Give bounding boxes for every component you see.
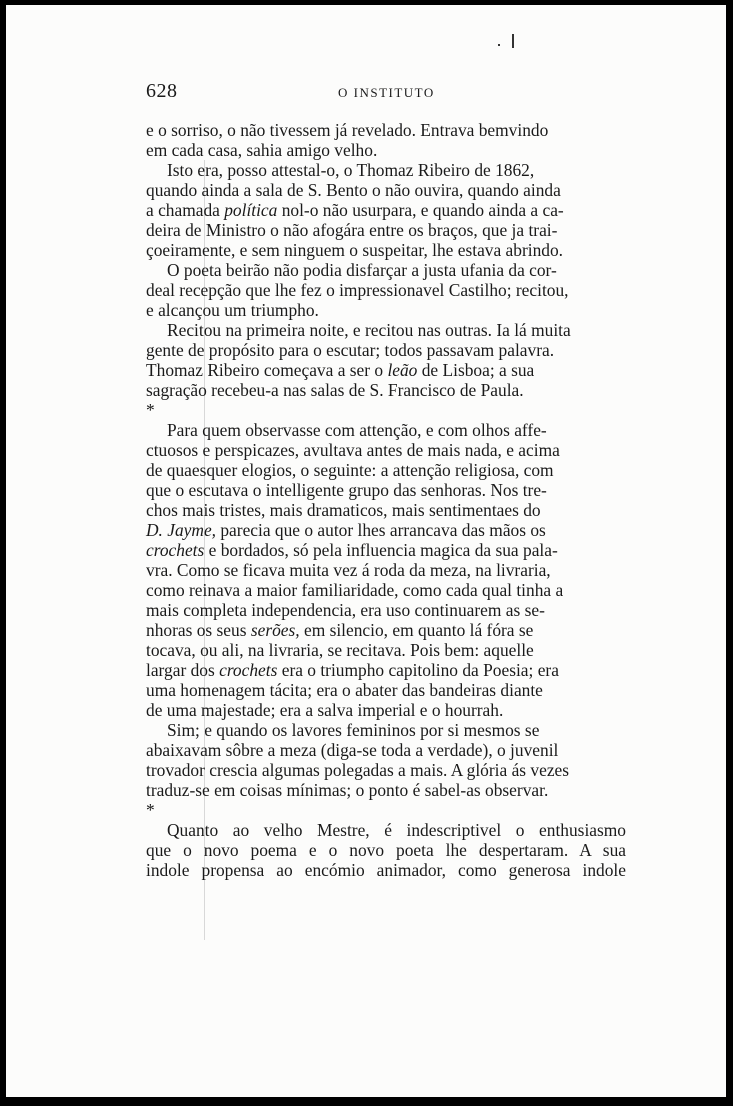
text-line: abaixavam sôbre a meza (diga-se toda a verdade), o juvenil: [146, 740, 559, 760]
text-line: chos mais tristes, mais dramaticos, mais sentimentaes do: [146, 500, 541, 520]
paragraph: [146, 720, 626, 800]
text-line: Quanto ao velho Mestre, é indescriptivel o enthusiasmo: [167, 820, 626, 840]
text-line: Recitou na primeira noite, e recitou nas outras. Ia lá muita: [167, 320, 571, 340]
text-line: Para quem observasse com attenção, e com olhos affe-: [167, 420, 547, 440]
paragraph: [146, 820, 626, 880]
text-line: Thomaz Ribeiro começava a ser o leão de Lisboa; a sua: [146, 360, 535, 380]
text-line: mais completa independencia, era uso continuarem as se-: [146, 600, 545, 620]
paragraph: [146, 160, 626, 260]
paragraph: [146, 420, 626, 720]
text-line: çoeiramente, e sem ninguem o suspeitar, lhe estava abrindo.: [146, 240, 564, 260]
text-line: em cada casa, sahia amigo velho.: [146, 140, 378, 160]
section-separator: *: [146, 800, 155, 820]
page-number: 628: [146, 80, 178, 102]
text-line: D. Jayme, parecia que o autor lhes arrancava das mãos os: [146, 520, 546, 540]
text-line: de quaesquer elogios, o seguinte: a attenção religiosa, com: [146, 460, 554, 480]
text-line: como reinava a maior familiaridade, como cada qual tinha a: [146, 580, 564, 600]
text-line: sagração recebeu-a nas salas de S. Francisco de Paula.: [146, 380, 524, 400]
text-line: gente de propósito para o escutar; todos passavam palavra.: [146, 340, 555, 360]
paragraph: [146, 320, 626, 400]
page-header: [146, 80, 626, 104]
text-line: ctuosos e perspicazes, avultava antes de mais nada, e acima: [146, 440, 560, 460]
section-separator: *: [146, 400, 155, 420]
text-line: vra. Como se ficava muita vez á roda da meza, na livraria,: [146, 560, 551, 580]
text-line: deira de Ministro o não afogára entre os braços, que ja trai-: [146, 220, 558, 240]
text-line: deal recepção que lhe fez o impressionavel Castilho; recitou,: [146, 280, 569, 300]
text-line: que o escutava o intelligente grupo das senhoras. Nos tre-: [146, 480, 547, 500]
text-line: traduz-se em coisas mínimas; o ponto é sabel-as observar.: [146, 780, 549, 800]
running-head: O INSTITUTO: [338, 85, 435, 100]
text-line: largar dos crochets era o triumpho capitolino da Poesia; era: [146, 660, 559, 680]
text-line: O poeta beirão não podia disfarçar a justa ufania da cor-: [167, 260, 557, 280]
text-line: trovador crescia algumas polegadas a mais. A glória ás vezes: [146, 760, 570, 780]
ink-speck: [512, 34, 514, 48]
text-line: crochets e bordados, só pela influencia magica da sua pala-: [146, 540, 558, 560]
text-line: e o sorriso, o não tivessem já revelado. Entrava bemvindo: [146, 120, 549, 140]
ink-speck: [498, 44, 500, 46]
text-line: que o novo poema e o novo poeta lhe despertaram. A sua: [146, 840, 626, 860]
text-line: tocava, ou ali, na livraria, se recitava. Pois bem: aquelle: [146, 640, 534, 660]
text-line: quando ainda a sala de S. Bento o não ouvira, quando ainda: [146, 180, 561, 200]
text-line: e alcançou um triumpho.: [146, 300, 319, 320]
text-line: uma homenagem tácita; era o abater das bandeiras diante: [146, 680, 543, 700]
body-text: [146, 120, 626, 880]
text-line: Sim; e quando os lavores femininos por si mesmos se: [167, 720, 540, 740]
text-line: Isto era, posso attestal-o, o Thomaz Ribeiro de 1862,: [167, 160, 535, 180]
paragraph: [146, 120, 626, 160]
text-line: a chamada política nol-o não usurpara, e quando ainda a ca-: [146, 200, 564, 220]
text-line: indole propensa ao encómio animador, como generosa indole: [146, 860, 626, 880]
text-line: nhoras os seus serões, em silencio, em quanto lá fóra se: [146, 620, 534, 640]
text-line: de uma majestade; era a salva imperial e o hourrah.: [146, 700, 504, 720]
paragraph: [146, 260, 626, 320]
